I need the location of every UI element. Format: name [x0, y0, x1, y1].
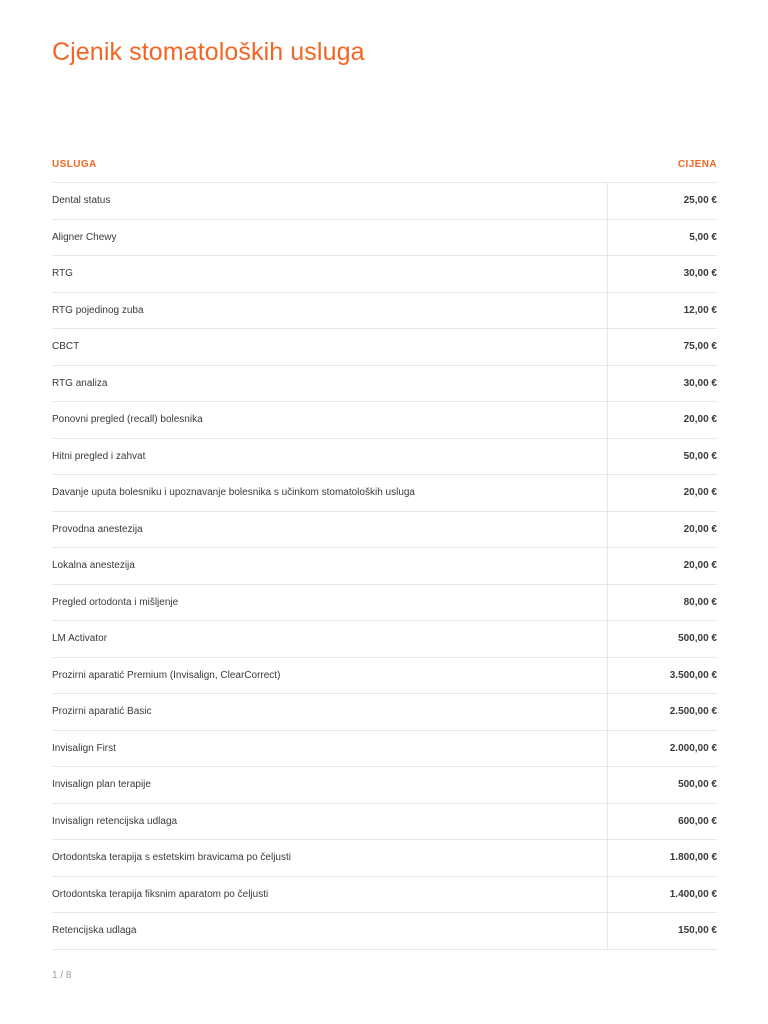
service-name: CBCT	[52, 341, 80, 353]
page-counter: 1 / 8	[52, 970, 72, 981]
table-header	[52, 146, 717, 183]
service-price: 20,00 €	[607, 402, 717, 438]
service-price: 75,00 €	[607, 329, 717, 365]
service-price: 1.400,00 €	[607, 877, 717, 913]
table-row	[52, 183, 717, 220]
table-row	[52, 548, 717, 585]
service-price: 500,00 €	[607, 767, 717, 803]
table-row	[52, 366, 717, 403]
table-row	[52, 694, 717, 731]
table-row	[52, 329, 717, 366]
service-name: Provodna anestezija	[52, 523, 143, 535]
table-row	[52, 585, 717, 622]
service-price: 12,00 €	[607, 293, 717, 329]
service-price: 1.800,00 €	[607, 840, 717, 876]
service-name: Ponovni pregled (recall) bolesnika	[52, 414, 203, 426]
header-service: USLUGA	[52, 158, 97, 170]
service-price: 150,00 €	[607, 913, 717, 949]
service-price: 20,00 €	[607, 512, 717, 548]
table-row	[52, 804, 717, 841]
service-name: RTG analiza	[52, 377, 108, 389]
service-name: Invisalign retencijska udlaga	[52, 815, 178, 827]
service-name: Hitni pregled i zahvat	[52, 450, 146, 462]
table-row	[52, 402, 717, 439]
table-row	[52, 256, 717, 293]
service-price: 80,00 €	[607, 585, 717, 621]
service-name: Lokalna anestezija	[52, 560, 135, 572]
table-row	[52, 512, 717, 549]
service-price: 30,00 €	[607, 256, 717, 292]
service-price: 5,00 €	[607, 220, 717, 256]
table-row	[52, 475, 717, 512]
table-row	[52, 840, 717, 877]
service-name: RTG pojedinog zuba	[52, 304, 144, 316]
table-row	[52, 439, 717, 476]
table-row	[52, 913, 717, 950]
service-price: 600,00 €	[607, 804, 717, 840]
service-name: Ortodontska terapija s estetskim bravicama po čeljusti	[52, 852, 291, 864]
header-price: CIJENA	[677, 158, 717, 170]
service-price: 500,00 €	[607, 621, 717, 657]
service-name: Invisalign First	[52, 742, 116, 754]
service-price: 50,00 €	[607, 439, 717, 475]
service-name: Prozirni aparatić Basic	[52, 706, 152, 718]
service-name: Dental status	[52, 195, 111, 207]
service-price: 20,00 €	[607, 475, 717, 511]
table-row	[52, 731, 717, 768]
service-name: Aligner Chewy	[52, 231, 117, 243]
service-price: 20,00 €	[607, 548, 717, 584]
service-price: 2.000,00 €	[607, 731, 717, 767]
service-name: Davanje uputa bolesniku i upoznavanje bolesnika s učinkom stomatoloških usluga	[52, 487, 415, 499]
service-name: RTG	[52, 268, 73, 280]
service-name: Retencijska udlaga	[52, 925, 137, 937]
table-body	[52, 183, 717, 950]
table-row	[52, 658, 717, 695]
service-price: 30,00 €	[607, 366, 717, 402]
page-title: Cjenik stomatoloških usluga	[52, 38, 365, 66]
table-row	[52, 621, 717, 658]
service-name: Ortodontska terapija fiksnim aparatom po čeljusti	[52, 888, 269, 900]
service-name: Pregled ortodonta i mišljenje	[52, 596, 179, 608]
service-name: LM Activator	[52, 633, 108, 645]
table-row	[52, 877, 717, 914]
service-name: Prozirni aparatić Premium (Invisalign, ClearCorrect)	[52, 669, 281, 681]
table-row	[52, 767, 717, 804]
service-price: 2.500,00 €	[607, 694, 717, 730]
service-name: Invisalign plan terapije	[52, 779, 151, 791]
service-price: 3.500,00 €	[607, 658, 717, 694]
table-row	[52, 220, 717, 257]
table-row	[52, 293, 717, 330]
price-table	[52, 146, 717, 950]
service-price: 25,00 €	[607, 183, 717, 219]
